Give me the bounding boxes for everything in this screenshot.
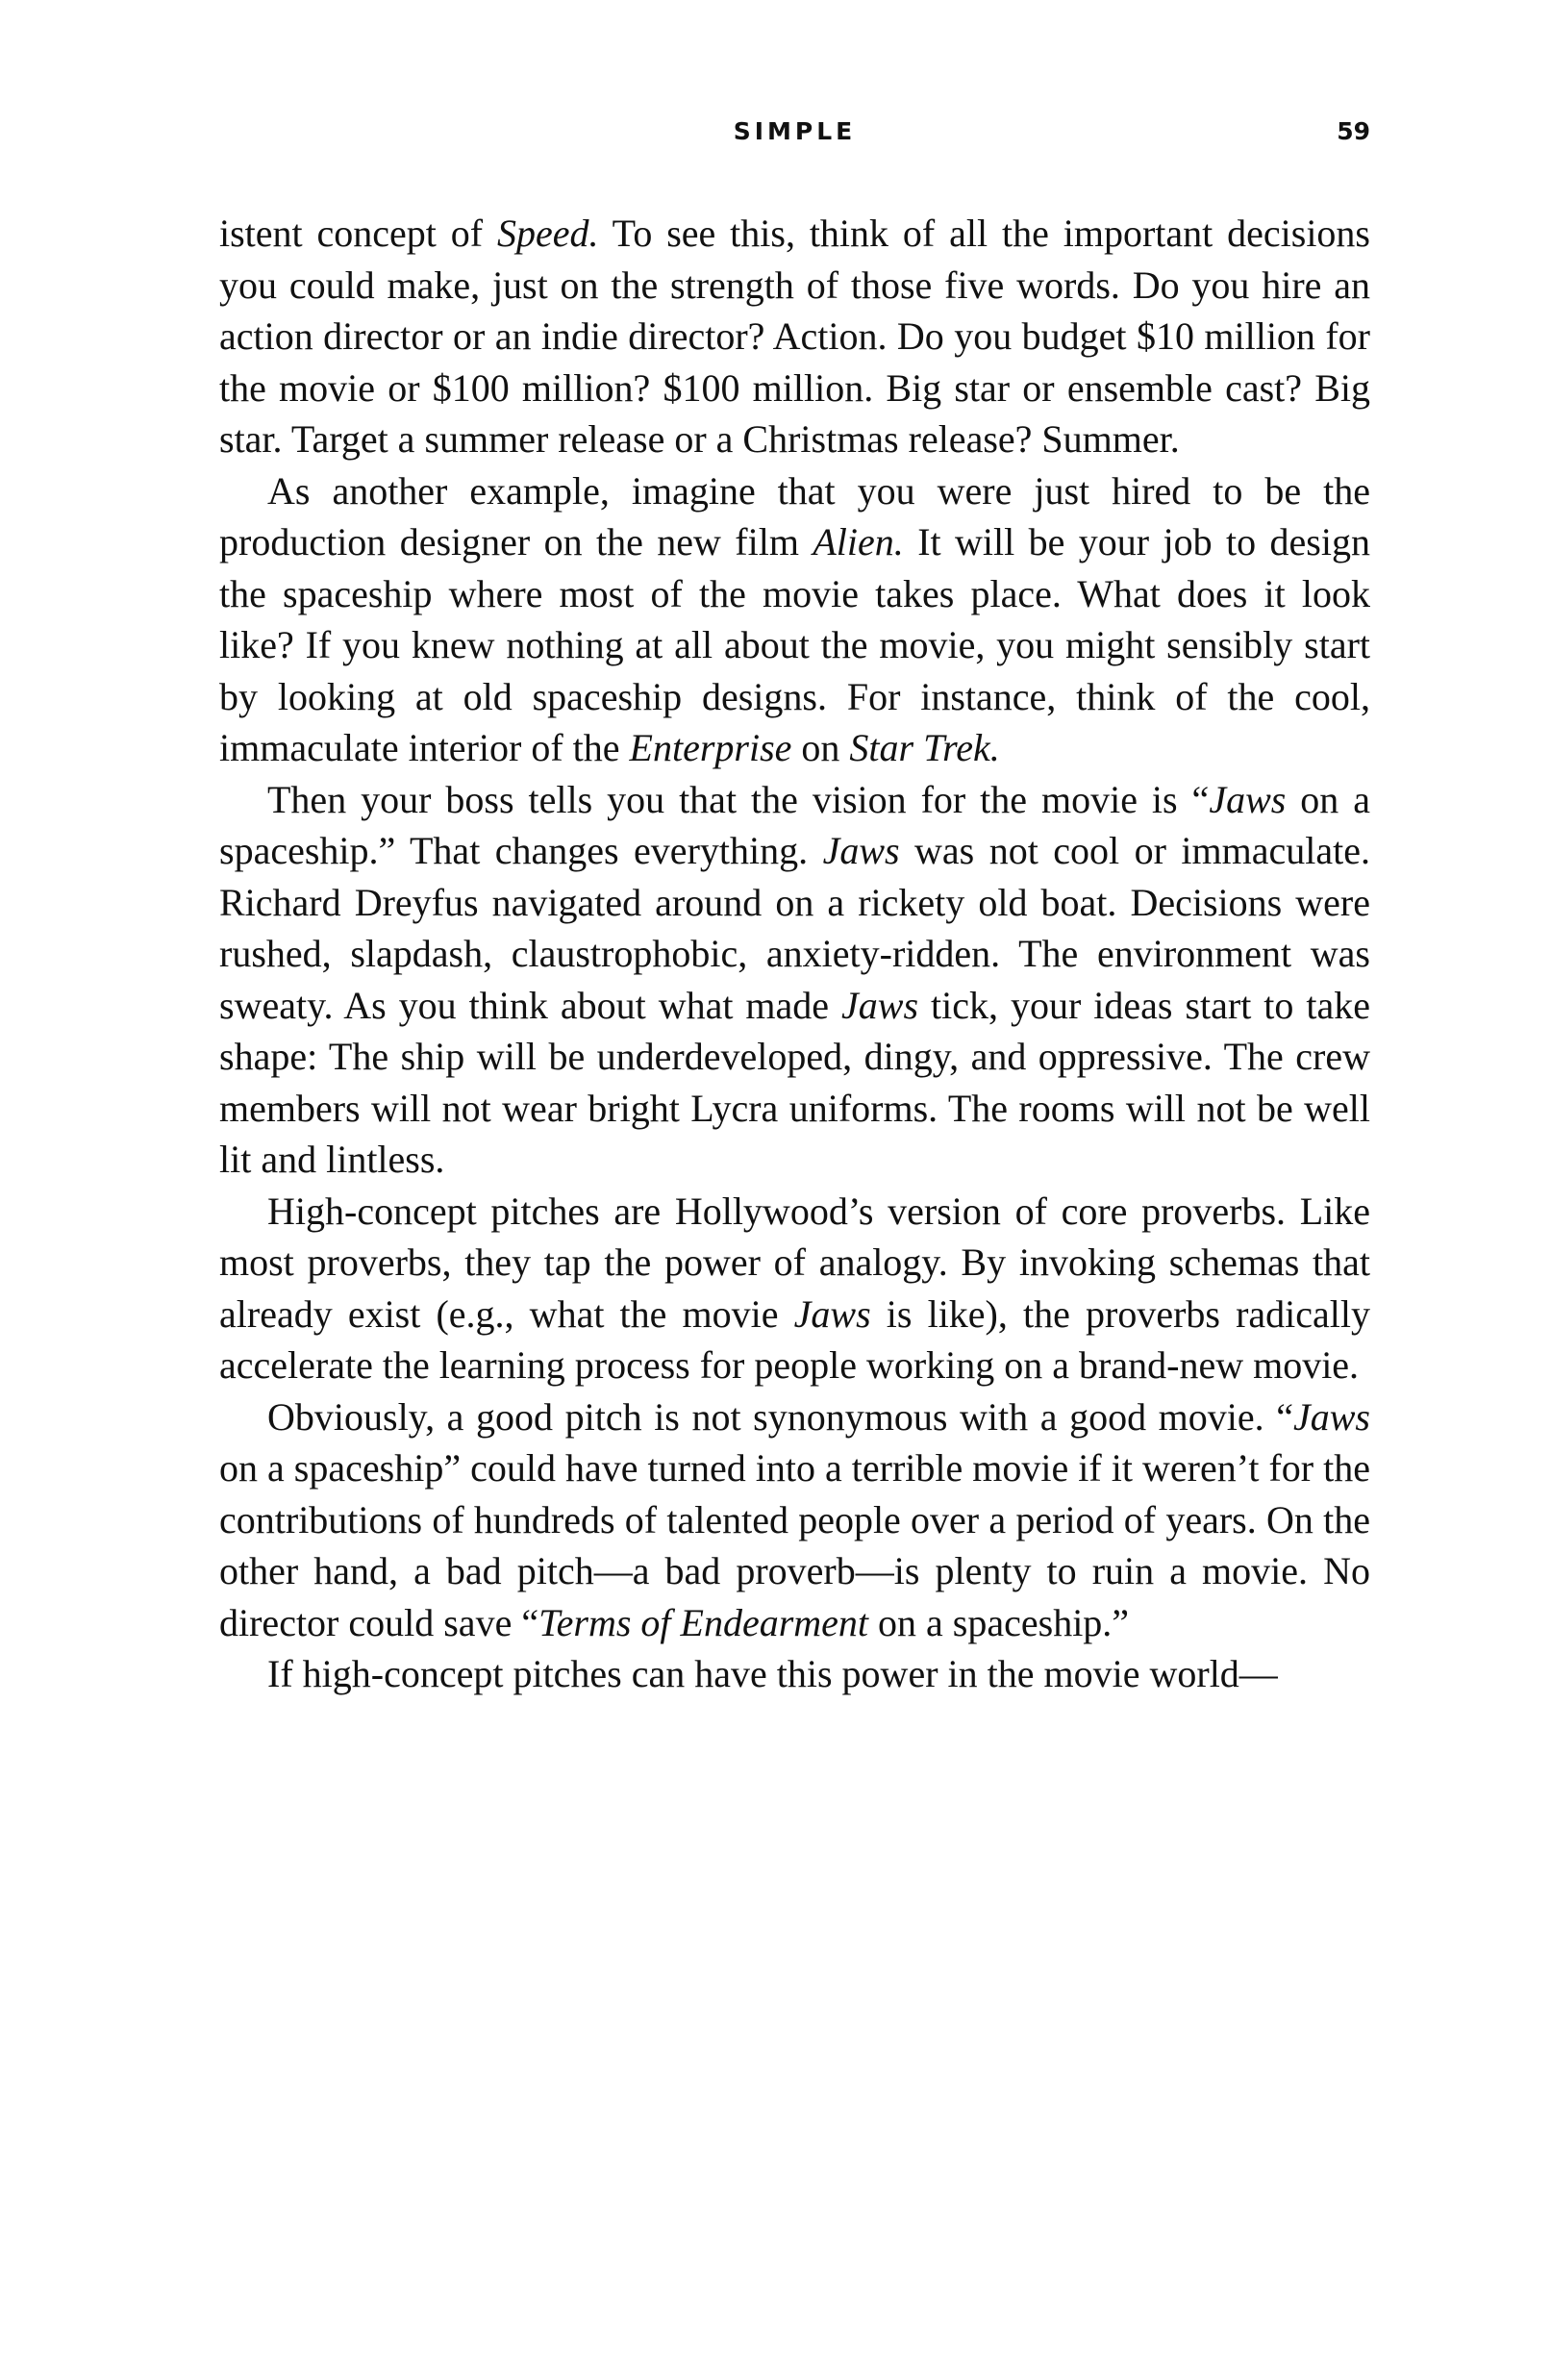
text-run: was not cool or immaculate. Richard Dreyfus navigated around on a rickety old boat. Decisions were rushed, slapdash, claustrophobic, anxiety-ridden. The environment was sweaty. As you think about what made — [219, 829, 1370, 1027]
italic-run: Jaws — [793, 1291, 871, 1336]
page-number: 59 — [1337, 117, 1370, 145]
italic-run: Enterprise — [629, 726, 792, 769]
italic-run: Jaws — [841, 983, 919, 1027]
text-run: is like), the proverbs radically accelerate the learning process for people working on a brand-new movie. — [219, 1291, 1370, 1387]
text-run: tick, your ideas start to take shape: The ship will be underdeveloped, dingy, and oppressive. The crew members will not wear bright Lycra uniforms. The rooms will not be well lit and lintless. — [219, 983, 1370, 1181]
text-run: on a spaceship.” — [868, 1600, 1130, 1644]
paragraph — [219, 1648, 1370, 1700]
italic-run: Jaws — [1209, 777, 1287, 821]
italic-run: Jaws — [822, 829, 900, 872]
text-run: Obviously, a good pitch is not synonymous with a good movie. “ — [267, 1394, 1293, 1439]
italic-run: Jaws — [1293, 1394, 1370, 1439]
italic-run: Terms of Endearment — [538, 1600, 869, 1644]
paragraph — [219, 1186, 1370, 1391]
running-title: SIMPLE — [733, 117, 857, 145]
paragraph — [219, 774, 1370, 1186]
text-run: Then your boss tells you that the vision for the movie is “ — [267, 777, 1210, 821]
italic-run: Alien. — [813, 520, 904, 564]
paragraph — [219, 465, 1370, 774]
running-head — [219, 117, 1370, 156]
text-run: on a spaceship.” That changes everything. — [219, 777, 1370, 872]
paragraph — [219, 1391, 1370, 1649]
text-run: on a spaceship” could have turned into a terrible movie if it weren’t for the contributions of hundreds of talented people over a period of years. On the other hand, a bad pitch—a bad proverb—is plenty to ruin a movie. No director could save “ — [219, 1446, 1370, 1644]
paragraph — [219, 208, 1370, 465]
text-run: As another example, imagine that you were just hired to be the production designer on the new film — [219, 468, 1370, 564]
text-run: It will be your job to design the spaceship where most of the movie takes place. What does it look like? If you knew nothing at all about the movie, you might sensibly start by looking at old spaceship designs. For instance, think of the cool, immaculate interior of the — [219, 520, 1370, 769]
body-text — [219, 208, 1370, 1700]
italic-run: Star Trek. — [849, 726, 1000, 769]
text-run: If high-concept pitches can have this power in the movie world— — [267, 1652, 1278, 1695]
italic-run: Speed. — [497, 212, 599, 255]
text-run: High-concept pitches are Hollywood’s version of core proverbs. Like most proverbs, they tap the power of analogy. By invoking schemas that already exist (e.g., what the movie — [219, 1189, 1370, 1336]
text-run: To see this, think of all the important decisions you could make, just on the strength of those five words. Do you hire an action director or an indie director? Action. Do you budget $10 million for the movie or $100 million? $100 million. Big star or ensemble cast? Big star. Target a summer release or a Christmas release? Summer. — [219, 212, 1370, 461]
text-run: on — [791, 726, 850, 769]
text-run: istent concept of — [219, 212, 497, 255]
